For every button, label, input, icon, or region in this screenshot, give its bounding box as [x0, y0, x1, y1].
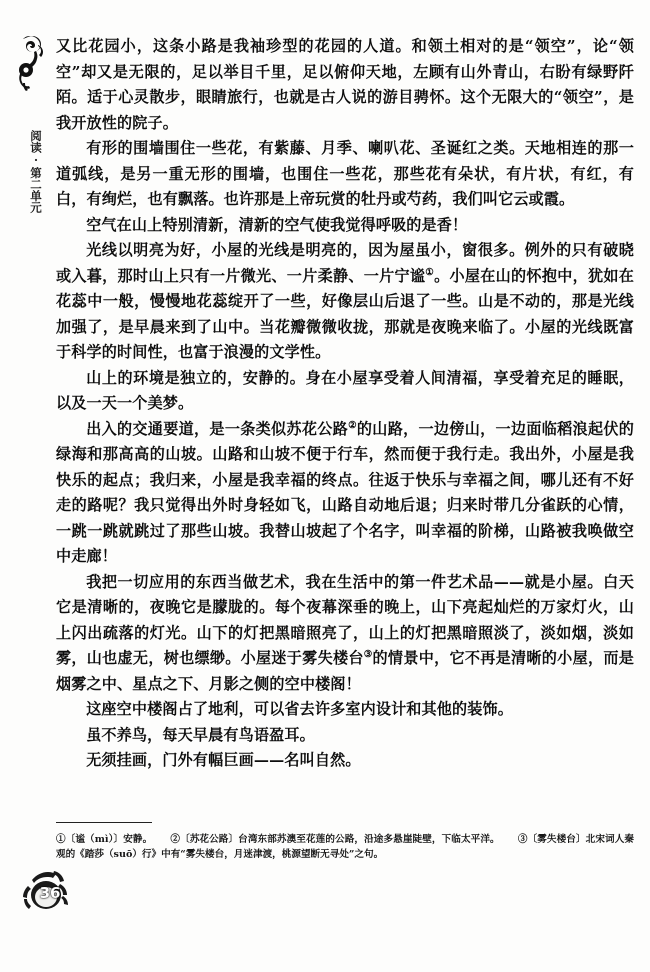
body-paragraph [56, 723, 634, 749]
left-margin-strip [0, 0, 61, 972]
body-paragraph [56, 213, 634, 239]
footnote-reference-marker[interactable]: ③ [363, 648, 373, 660]
main-text-column [56, 34, 634, 774]
paragraph-text: 无须挂画，门外有幅巨画——名叫自然。 [86, 751, 361, 769]
body-paragraph [56, 238, 634, 366]
floral-flourish-ornament-icon [14, 33, 48, 91]
paragraph-text: 空气在山上特别清新，清新的空气使我觉得呼吸的是香！ [86, 215, 468, 234]
body-paragraph [56, 136, 634, 213]
body-paragraph [56, 366, 634, 417]
paragraph-text: 又比花园小，这条小路是我袖珍型的花园的人道。和领土相对的是“领空”，论“领空”却又是无限的，足以举目千里，足以俯仰天地，左顾有山外青山，右盼有绿野阡陌。适于心灵散步，眼睛旅行，也就是古人说的游目骋怀。这个无限大的“领空”，是我开放性的院子。 [56, 37, 634, 132]
paragraph-text: 山上的环境是独立的，安静的。身在小屋享受着人间清福，享受着充足的睡眠，以及一天一个美梦。 [56, 368, 634, 412]
paragraph-text: 。小屋在山的怀抱中，犹如在花蕊中一般，慢慢地花蕊绽开了一些，好像层山后退了一些。山是不动的，那是光线加强了，是早晨来到了山中。当花瓣微微收拢，那就是夜晚来临了。小屋的光线既富于科学的时间性，也富于浪漫的文学性。 [56, 266, 634, 361]
body-paragraph [56, 697, 634, 723]
body-paragraph [56, 34, 634, 136]
paragraph-text: 我把一切应用的东西当做艺术，我在生活中的第一件艺术品——就是小屋。白天它是清晰的，夜晚它是朦胧的。每个夜幕深垂的晚上，山下亮起灿烂的万家灯火，山上闪出疏落的灯光。山下的灯把黑暗照亮了，山上的灯把黑暗照淡了，淡如烟，淡如雾，山也虚无，树也缥缈。小屋迷于雾失楼台 [56, 572, 634, 667]
paragraph-text: 光线以明亮为好，小屋的光线是明亮的，因为屋虽小，窗很多。例外的只有破晓或入暮，那时山上只有一片微光、一片柔静、一片宁谧 [56, 241, 634, 285]
footnote-text: 〔苏花公路〕台湾东部苏澳至花莲的公路，沿途多悬崖陡壁，下临太平洋。 [180, 834, 500, 845]
paragraph-text: 有形的围墙围住一些花，有紫藤、月季、喇叭花、圣诞红之类。天地相连的那一道弧线，是另一重无形的围墙，也围住一些花，那些花有朵状，有片状，有红，有白，有绚烂，也有飘落。也许那是上帝玩赏的牡丹或芍药，我们叫它云或霞。 [56, 139, 634, 208]
paragraph-text: 虽不养鸟，每天早晨有鸟语盈耳。 [86, 725, 315, 744]
footnote-marker: ① [56, 834, 66, 845]
footnote-text: 〔谧（mì）〕安静。 [65, 834, 153, 845]
footnote-text: 〔雾失楼台〕北宋词人秦观的《踏莎（suō）行》中有“雾失楼台，月迷津渡，桃源望断无寻处”之句。 [56, 834, 634, 860]
body-paragraph [56, 570, 634, 698]
body-paragraph [56, 417, 634, 570]
footnote-list [56, 833, 634, 862]
page-number: 36 [39, 883, 61, 902]
running-head-unit-label: 阅读·第二单元 [29, 130, 43, 213]
folio-ornament [16, 868, 78, 914]
footnote-item [170, 834, 499, 845]
paragraph-text: 这座空中楼阁占了地利，可以省去许多室内设计和其他的装饰。 [86, 700, 514, 718]
footnote-separator-rule [56, 822, 152, 823]
footnote-marker: ③ [517, 834, 528, 845]
paragraph-text: 的情景中，它不再是清晰的小屋，而是烟雾之中、星点之下、月影之侧的空中楼阁！ [56, 649, 634, 693]
footnote-reference-marker[interactable]: ② [348, 419, 357, 431]
body-paragraph [56, 748, 634, 774]
footnote-marker: ② [170, 834, 181, 845]
paragraph-text: 的山路，一边傍山，一边面临稻浪起伏的绿海和那高高的山坡。山路和山坡不便于行车，然而便于我行走。我出外，小屋是我快乐的起点；我归来，小屋是我幸福的终点。往返于快乐与幸福之间，哪儿还有不好走的路呢？我只觉得出外时身轻如飞，山路自动地后退；归来时带几分雀跃的心情，一跳一跳就跳过了那些山坡。我替山坡起了个名字，叫幸福的阶梯，山路被我唤做空中走廊！ [56, 419, 634, 565]
paragraph-text: 出入的交通要道，是一条类似苏花公路 [86, 419, 349, 438]
footnote-reference-marker[interactable]: ① [425, 266, 435, 278]
footnote-item [56, 834, 152, 845]
